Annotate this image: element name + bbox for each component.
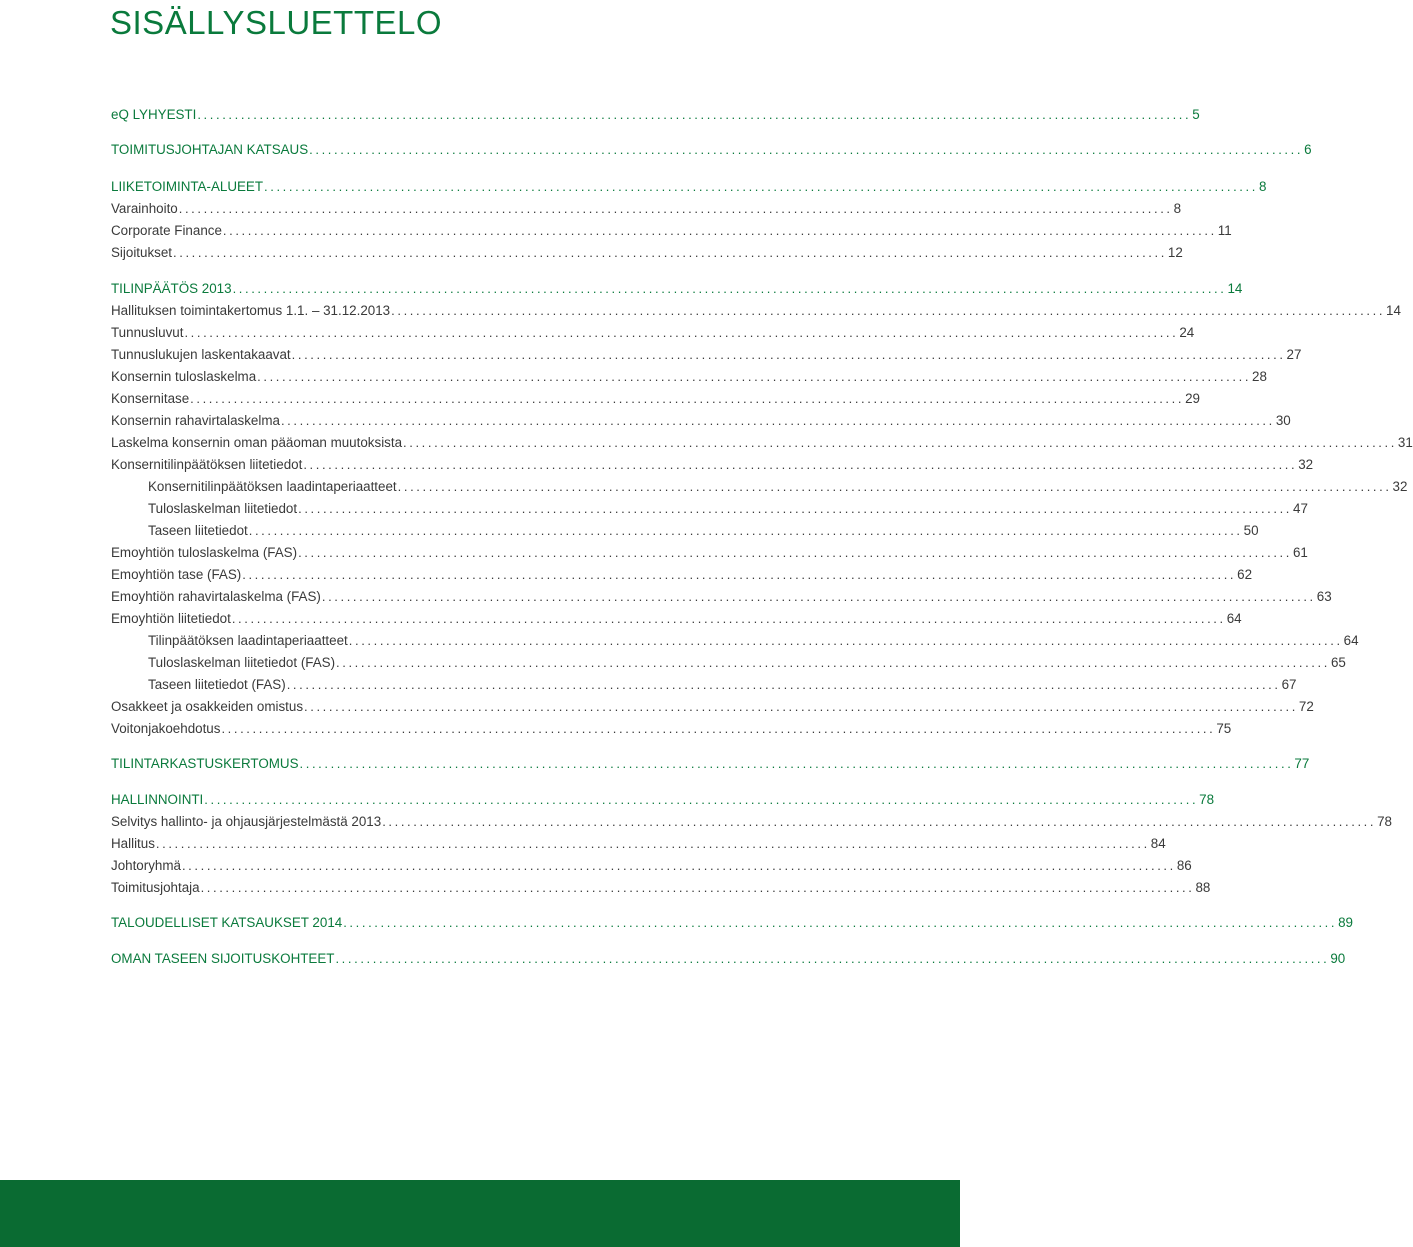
toc-entry-label: Hallituksen toimintakertomus 1.1. – 31.12.2013	[111, 303, 391, 318]
toc-dot-leader: ................................................................................................................................................................	[280, 413, 1275, 428]
toc-entry-page-number: 32	[1392, 479, 1408, 494]
toc-entry[interactable]	[111, 434, 1413, 452]
toc-dot-leader: ................................................................................................................................................................	[343, 915, 1338, 930]
toc-entry[interactable]	[111, 346, 1302, 364]
toc-entry-page-number: 29	[1185, 391, 1200, 406]
toc-entry-page-number: 75	[1216, 721, 1232, 736]
toc-entry-page-number: 90	[1330, 951, 1346, 966]
toc-entry-label: Taseen liitetiedot	[148, 523, 248, 538]
toc-entry[interactable]	[111, 588, 1332, 606]
toc-entry[interactable]	[111, 566, 1253, 584]
toc-entry-page-number: 30	[1275, 413, 1291, 428]
toc-dot-leader: ................................................................................................................................................................	[200, 880, 1195, 895]
toc-entry-label: OMAN TASEEN SIJOITUSKOHTEET	[111, 951, 335, 966]
toc-dot-leader: ................................................................................................................................................................	[181, 858, 1176, 873]
toc-entry-label: Tunnusluvut	[111, 325, 184, 340]
toc-entry-page-number: 65	[1330, 655, 1346, 670]
toc-entry-label: Emoyhtiön tase (FAS)	[111, 567, 242, 582]
toc-entry-label: Osakkeet ja osakkeiden omistus	[111, 699, 304, 714]
toc-dot-leader: ................................................................................................................................................................	[336, 655, 1330, 670]
toc-entry-page-number: 27	[1286, 347, 1302, 362]
toc-entry[interactable]	[111, 813, 1392, 831]
toc-dot-leader: ................................................................................................................................................................	[222, 223, 1217, 238]
toc-entry-page-number: 28	[1252, 369, 1267, 384]
toc-entry-label: Sijoitukset	[111, 245, 173, 260]
toc-dot-leader: ................................................................................................................................................................	[303, 457, 1298, 472]
toc-entry-label: TILINTARKASTUSKERTOMUS	[111, 756, 299, 771]
toc-dot-leader: ................................................................................................................................................................	[155, 836, 1150, 851]
toc-entry-label: Tunnuslukujen laskentakaavat	[111, 347, 291, 362]
toc-entry[interactable]	[111, 390, 1200, 408]
toc-entry[interactable]	[111, 698, 1314, 716]
toc-entry-page-number: 14	[1386, 303, 1401, 318]
toc-dot-leader: ................................................................................................................................................................	[304, 699, 1298, 714]
toc-dot-leader: ................................................................................................................................................................	[242, 567, 1237, 582]
toc-dot-leader: ................................................................................................................................................................	[257, 369, 1252, 384]
toc-dot-leader: ................................................................................................................................................................	[291, 347, 1286, 362]
toc-entry-label: Konsernitase	[111, 391, 190, 406]
toc-entry-label: Corporate Finance	[111, 223, 222, 238]
toc-entry-label: Voitonjakoehdotus	[111, 721, 221, 736]
toc-entry-label: Emoyhtiön rahavirtalaskelma (FAS)	[111, 589, 321, 604]
toc-dot-leader: ................................................................................................................................................................	[231, 611, 1226, 626]
toc-dot-leader: ................................................................................................................................................................	[286, 677, 1281, 692]
toc-entry-label: Konsernitilinpäätöksen laadintaperiaatteet	[148, 479, 397, 494]
toc-entry[interactable]	[111, 178, 1267, 196]
toc-entry[interactable]	[111, 755, 1310, 773]
toc-dot-leader: ................................................................................................................................................................	[232, 281, 1227, 296]
toc-entry-label: eQ LYHYESTI	[111, 107, 197, 122]
toc-entry[interactable]	[111, 244, 1183, 262]
toc-entry-page-number: 72	[1298, 699, 1314, 714]
toc-entry-label: Konsernin rahavirtalaskelma	[111, 413, 280, 428]
toc-entry-label: Emoyhtiön liitetiedot	[111, 611, 231, 626]
toc-entry[interactable]	[111, 222, 1232, 240]
toc-entry[interactable]	[111, 106, 1200, 124]
toc-entry-page-number: 89	[1338, 915, 1354, 930]
toc-dot-leader: ................................................................................................................................................................	[299, 756, 1294, 771]
toc-dot-leader: ................................................................................................................................................................	[397, 479, 1392, 494]
toc-entry-label: Tuloslaskelman liitetiedot (FAS)	[148, 655, 336, 670]
footer-band	[0, 1180, 960, 1247]
toc-entry-label: Konsernitilinpäätöksen liitetiedot	[111, 457, 303, 472]
toc-entry[interactable]	[111, 857, 1192, 875]
toc-entry[interactable]	[111, 720, 1232, 738]
toc-entry-label: Emoyhtiön tuloslaskelma (FAS)	[111, 545, 298, 560]
toc-entry-page-number: 14	[1227, 281, 1243, 296]
toc-dot-leader: ................................................................................................................................................................	[190, 391, 1185, 406]
toc-entry-page-number: 6	[1304, 142, 1312, 157]
toc-entry[interactable]	[111, 412, 1291, 430]
toc-entry[interactable]	[111, 544, 1308, 562]
toc-entry-page-number: 67	[1281, 677, 1297, 692]
toc-entry-page-number: 64	[1226, 611, 1242, 626]
toc-entry-page-number: 31	[1397, 435, 1413, 450]
toc-entry-label: TILINPÄÄTÖS 2013	[111, 281, 232, 296]
toc-dot-leader: ................................................................................................................................................................	[248, 523, 1243, 538]
toc-entry[interactable]	[111, 302, 1401, 320]
toc-entry-label: Tilinpäätöksen laadintaperiaatteet	[148, 633, 348, 648]
toc-entry-page-number: 64	[1343, 633, 1359, 648]
toc-entry-page-number: 47	[1293, 501, 1308, 516]
toc-dot-leader: ................................................................................................................................................................	[298, 545, 1292, 560]
toc-entry[interactable]	[111, 791, 1215, 809]
toc-entry-label: Hallitus	[111, 836, 155, 851]
page-title: SISÄLLYSLUETTELO	[110, 4, 443, 41]
toc-dot-leader: ................................................................................................................................................................	[298, 501, 1292, 516]
toc-entry-label: Konsernin tuloslaskelma	[111, 369, 257, 384]
toc-entry-page-number: 61	[1292, 545, 1308, 560]
toc-dot-leader: ................................................................................................................................................................	[321, 589, 1316, 604]
toc-entry-page-number: 12	[1167, 245, 1183, 260]
toc-entry-page-number: 78	[1377, 814, 1392, 829]
toc-dot-leader: ................................................................................................................................................................	[221, 721, 1216, 736]
toc-entry-page-number: 5	[1192, 107, 1200, 122]
toc-entry-label: HALLINNOINTI	[111, 792, 204, 807]
toc-entry[interactable]	[148, 478, 1408, 496]
toc-entry-label: Johtoryhmä	[111, 858, 181, 873]
toc-entry-label: TOIMITUSJOHTAJAN KATSAUS	[111, 142, 309, 157]
toc-dot-leader: ................................................................................................................................................................	[184, 325, 1179, 340]
toc-entry-label: LIIKETOIMINTA-ALUEET	[111, 179, 264, 194]
toc-entry[interactable]	[111, 141, 1312, 159]
toc-entry-page-number: 8	[1258, 179, 1267, 194]
toc-dot-leader: ................................................................................................................................................................	[335, 951, 1330, 966]
toc-entry-page-number: 32	[1298, 457, 1314, 472]
toc-entry-label: TALOUDELLISET KATSAUKSET 2014	[111, 915, 343, 930]
toc-entry[interactable]	[111, 368, 1267, 386]
toc-entry-label: Toimitusjohtaja	[111, 880, 200, 895]
toc-entry[interactable]	[111, 879, 1211, 897]
toc-entry-page-number: 84	[1150, 836, 1166, 851]
toc-dot-leader: ................................................................................................................................................................	[403, 435, 1397, 450]
toc-dot-leader: ................................................................................................................................................................	[178, 201, 1173, 216]
toc-dot-leader: ................................................................................................................................................................	[204, 792, 1199, 807]
toc-dot-leader: ................................................................................................................................................................	[197, 107, 1192, 122]
toc-dot-leader: ................................................................................................................................................................	[348, 633, 1343, 648]
toc-entry-page-number: 62	[1237, 567, 1253, 582]
toc-entry-page-number: 50	[1243, 523, 1259, 538]
toc-entry-label: Selvitys hallinto- ja ohjausjärjestelmästä 2013	[111, 814, 382, 829]
toc-entry-page-number: 88	[1195, 880, 1211, 895]
toc-entry[interactable]	[111, 914, 1354, 932]
toc-entry[interactable]	[111, 200, 1182, 218]
toc-entry[interactable]	[111, 280, 1243, 298]
toc-entry-label: Laskelma konsernin oman pääoman muutoksista	[111, 435, 403, 450]
toc-entry-label: Varainhoito	[111, 201, 178, 216]
toc-entry-page-number: 63	[1316, 589, 1332, 604]
toc-entry[interactable]	[148, 632, 1359, 650]
toc-entry-label: Tuloslaskelman liitetiedot	[148, 501, 298, 516]
toc-entry[interactable]	[111, 610, 1242, 628]
toc-dot-leader: ................................................................................................................................................................	[382, 814, 1377, 829]
toc-entry[interactable]	[111, 835, 1166, 853]
toc-entry-page-number: 78	[1199, 792, 1215, 807]
toc-dot-leader: ................................................................................................................................................................	[264, 179, 1258, 194]
toc-dot-leader: ................................................................................................................................................................	[173, 245, 1167, 260]
toc-entry-label: Taseen liitetiedot (FAS)	[148, 677, 286, 692]
toc-entry-page-number: 24	[1179, 325, 1195, 340]
toc-entry-page-number: 86	[1176, 858, 1192, 873]
toc-entry-page-number: 8	[1173, 201, 1182, 216]
toc-entry[interactable]	[111, 456, 1314, 474]
toc-entry-page-number: 77	[1294, 756, 1310, 771]
toc-entry[interactable]	[148, 676, 1297, 694]
toc-entry[interactable]	[148, 500, 1308, 518]
toc-entry[interactable]	[148, 654, 1346, 672]
toc-entry[interactable]	[111, 324, 1195, 342]
toc-entry-page-number: 11	[1217, 223, 1232, 238]
toc-dot-leader: ................................................................................................................................................................	[309, 142, 1304, 157]
toc-entry[interactable]	[148, 522, 1259, 540]
toc-dot-leader: ................................................................................................................................................................	[391, 303, 1386, 318]
toc-entry[interactable]	[111, 950, 1346, 968]
